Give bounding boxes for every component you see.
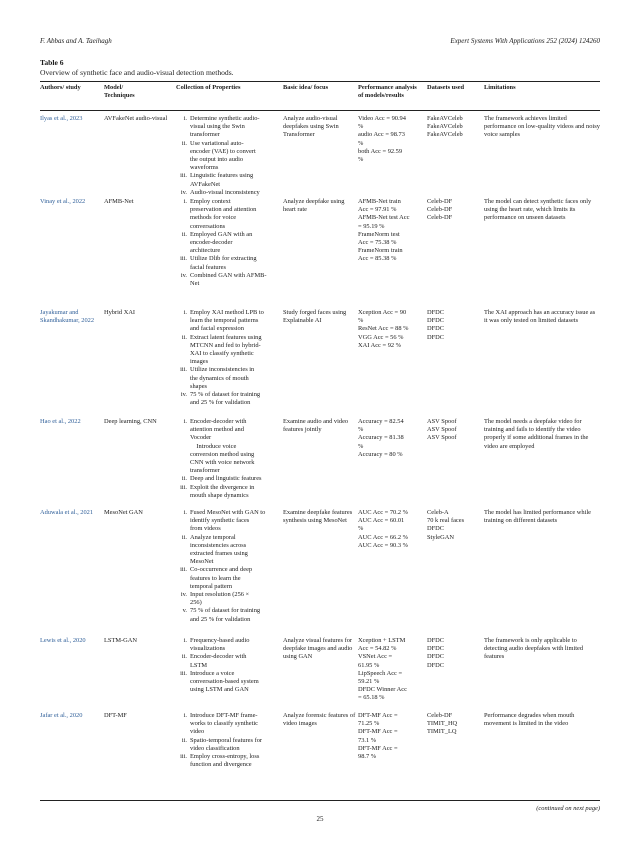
property-line: Input resolution (256 × [190, 591, 250, 599]
properties-cell [176, 418, 280, 500]
property-number: ii. [181, 736, 187, 744]
performance-line: FrameNorm test [358, 230, 400, 238]
property-line: features to learn the [190, 574, 241, 582]
idea-cell: Analyze deepfake using heart rate [283, 198, 345, 214]
property-line: 75 % of dataset for training [190, 607, 261, 615]
performance-line: DFDC Winner Acc [358, 686, 407, 694]
model-cell: MesoNet GAN [104, 509, 143, 516]
property-item [176, 753, 280, 769]
properties-cell [176, 115, 280, 197]
idea-cell: Examine deepfake features synthesis using MesoNet [283, 509, 353, 525]
performance-line: Video Acc = 90.94 [358, 115, 406, 122]
property-number: i. [183, 198, 187, 205]
property-line: learn the temporal patterns [190, 317, 259, 325]
property-number: i. [183, 712, 187, 719]
property-line: transformer [190, 131, 220, 139]
property-line: Determine synthetic audio- [190, 115, 260, 122]
dataset-line: DFDC [427, 317, 445, 325]
idea-cell: Analyze audio-visual deepfakes using Swin Transformer [283, 115, 339, 139]
property-line: conversations [190, 222, 226, 230]
limitations-cell: The XAI approach has an accuracy issue as it was only tested on limited datasets [484, 309, 596, 325]
property-line: using LSTM and GAN [190, 686, 249, 694]
property-item [176, 140, 280, 173]
datasets-cell [427, 115, 483, 140]
property-line: Employ context [190, 198, 231, 205]
property-line: facial features [190, 263, 227, 271]
performance-line: AFMB-Net train [358, 198, 401, 205]
property-line: Utilize inconsistencies in [190, 366, 255, 374]
performance-line: 71.25 % [358, 720, 380, 728]
idea-cell: Examine audio and video features jointly [283, 418, 349, 434]
property-line: temporal pattern [190, 582, 233, 590]
dataset-line: StyleGAN [427, 533, 454, 541]
property-line: Use variational auto- [190, 139, 244, 147]
performance-cell [358, 712, 426, 761]
performance-line: DFT-MF Acc = [358, 728, 398, 736]
study-cell[interactable]: Aduwala et al., 2021 [40, 509, 94, 516]
limitations-cell: The model needs a deepfake video for training and fails to identify the video properly if some additional frames in the video are employed [484, 418, 589, 450]
property-line: identify synthetic faces [190, 517, 250, 525]
property-number: iii. [180, 172, 187, 180]
properties-list [176, 637, 280, 694]
dataset-line: DFDC [427, 325, 445, 333]
property-line: visual using the Swin [190, 123, 245, 131]
dataset-line: DFDC [427, 525, 445, 533]
performance-line: Xception Acc = 90 [358, 309, 407, 316]
property-line: Encoder-decoder with [190, 653, 247, 661]
datasets-cell [427, 637, 483, 670]
property-item [176, 309, 280, 334]
dataset-line: FakeAVCeleb [427, 115, 463, 122]
table-bottom-rule [40, 800, 600, 801]
property-line: waveforms [190, 164, 219, 172]
property-number: ii. [181, 333, 187, 341]
property-item [176, 391, 280, 407]
property-line: Linguistic features using [190, 172, 254, 180]
datasets-cell [427, 198, 483, 223]
property-line: the output into audio [190, 156, 244, 164]
model-cell: Hybrid XAI [104, 309, 136, 316]
performance-line: LipSpeech Acc = [358, 669, 403, 677]
property-item [176, 475, 280, 483]
dataset-line: FakeAVCeleb [427, 131, 463, 139]
datasets-cell [427, 712, 483, 737]
page-number: 25 [316, 815, 324, 823]
property-line: AVFakeNet [190, 180, 221, 188]
property-line: inconsistencies across [190, 541, 247, 549]
performance-line: DFT-MF Acc = [358, 744, 398, 752]
performance-line: % [358, 525, 364, 533]
property-item [176, 670, 280, 695]
property-line: and facial expression [190, 325, 244, 333]
idea-cell: Analyze forensic features of video images [283, 712, 356, 728]
model-cell: DFT-MF [104, 712, 127, 719]
properties-list [176, 418, 280, 500]
property-line: methods for voice [190, 214, 237, 222]
datasets-cell [427, 309, 483, 342]
property-line: attention method and [190, 426, 244, 434]
header-authors: F. Abbas and A. Taeihagh [40, 37, 112, 45]
property-line: 75 % of dataset for training [190, 391, 261, 399]
performance-line: = 65.18 % [358, 694, 385, 702]
table-label: Table 6 [40, 58, 64, 67]
property-line: Employed GAN with an [190, 230, 253, 238]
properties-cell [176, 198, 280, 288]
property-line: Encoder-decoder with [190, 418, 247, 425]
performance-line: % [358, 123, 364, 131]
performance-line: % [358, 426, 364, 434]
performance-line: Acc = 75.38 % [358, 239, 397, 247]
property-number: iii. [180, 669, 187, 677]
performance-line: 61.95 % [358, 661, 380, 669]
property-number: v. [182, 607, 187, 615]
dataset-line: Celeb-DF [427, 206, 453, 214]
property-number: ii. [181, 139, 187, 147]
limitations-cell: Performance degrades when mouth movement is limited in the video [484, 712, 575, 728]
study-cell[interactable]: Jafar et al., 2020 [40, 712, 83, 719]
column-header-properties: Collection of Properties [176, 84, 241, 91]
limitations-cell: The framework achieves limited performance on low-quality videos and noisy voice samples [484, 115, 600, 139]
property-number: i. [183, 115, 187, 122]
dataset-line: DFDC [427, 637, 445, 644]
performance-cell [358, 509, 426, 550]
property-line: from videos [190, 525, 221, 533]
property-number: iii. [180, 566, 187, 574]
performance-line: Accuracy = 81.38 [358, 434, 404, 442]
performance-cell [358, 309, 426, 350]
properties-list [176, 309, 280, 407]
datasets-cell [427, 418, 483, 443]
property-line: Employ cross-entropy, loss [190, 753, 260, 761]
property-line: Introduce voice [190, 442, 237, 450]
property-line: architecture [190, 247, 221, 255]
properties-list [176, 115, 280, 197]
property-number: i. [183, 637, 187, 644]
performance-line: VGG Acc = 56 % [358, 333, 404, 341]
property-line: Utilize Dlib for extracting [190, 255, 257, 263]
property-line: Employ XAI method LPB to [190, 309, 264, 316]
performance-line: ResNet Acc = 88 % [358, 325, 409, 333]
dataset-line: DFDC [427, 333, 445, 341]
property-line: function and divergence [190, 761, 252, 769]
performance-line: % [358, 317, 364, 325]
property-line: Analyze temporal [190, 533, 236, 541]
dataset-line: DFDC [427, 309, 445, 316]
property-item [176, 607, 280, 623]
property-line: 256) [190, 599, 202, 607]
property-item [176, 272, 280, 288]
dataset-line: Celeb-DF [427, 712, 453, 719]
property-item [176, 189, 280, 197]
property-item [176, 534, 280, 567]
property-line: images [190, 358, 209, 366]
limitations-cell: The model has limited performance while training on different datasets [484, 509, 592, 525]
property-line: MesoNet [190, 558, 214, 566]
dataset-line: DFDC [427, 645, 445, 653]
performance-line: % [358, 139, 364, 147]
study-cell[interactable]: Lewis et al., 2020 [40, 637, 86, 644]
column-header-performance: Performance analysis of models/results [358, 84, 417, 100]
dataset-line: Celeb-A [427, 509, 449, 516]
performance-line: FrameNorm train [358, 247, 403, 255]
performance-cell [358, 637, 426, 703]
property-line: Deep and linguistic features [190, 475, 262, 483]
property-item [176, 231, 280, 256]
property-number: ii. [181, 230, 187, 238]
performance-line: Xception + LSTM [358, 637, 406, 644]
dataset-line: DFDC [427, 661, 445, 669]
property-number: i. [183, 309, 187, 316]
property-number: ii. [181, 475, 187, 483]
property-number: iv. [180, 188, 187, 196]
property-item [176, 637, 280, 653]
property-number: ii. [181, 533, 187, 541]
performance-line: % [358, 156, 364, 164]
properties-list [176, 712, 280, 769]
study-cell[interactable]: Ilyas et al., 2023 [40, 115, 83, 122]
properties-cell [176, 712, 280, 769]
performance-line: % [358, 442, 364, 450]
running-header [40, 37, 600, 45]
property-line: conversation-based system [190, 678, 259, 686]
property-line: conversion method using [190, 450, 255, 458]
performance-line: XAI Acc = 92 % [358, 341, 402, 349]
table-top-rule [40, 81, 600, 82]
property-line: Audio-visual inconsistency [190, 188, 260, 196]
property-line: preservation and attention [190, 206, 257, 214]
property-item [176, 255, 280, 271]
property-line: the dynamics of mouth [190, 374, 249, 382]
model-cell: AFMB-Net [104, 198, 134, 205]
performance-line: AUC Acc = 60.01 [358, 517, 405, 525]
header-journal: Expert Systems With Applications 252 (2024) 124260 [450, 37, 600, 45]
limitations-cell: The framework is only applicable to detecting audio deepfakes with limited features [484, 637, 584, 661]
performance-line: AUC Acc = 90.3 % [358, 541, 408, 549]
performance-line: 98.7 % [358, 753, 377, 761]
column-header-datasets: Datasets used [427, 84, 465, 91]
column-header-model: Model/ Techniques [104, 84, 135, 100]
property-line: visualizations [190, 645, 226, 653]
performance-line: Acc = 97.91 % [358, 206, 397, 214]
model-cell: LSTM-GAN [104, 637, 138, 644]
property-number: iv. [180, 591, 187, 599]
datasets-cell [427, 509, 483, 542]
property-line: MTCNN and fed to hybrid- [190, 341, 261, 349]
column-header-study: Authors/ study [40, 84, 81, 91]
properties-list [176, 509, 280, 624]
performance-line: Accuracy = 80 % [358, 450, 403, 458]
property-number: iii. [180, 483, 187, 491]
property-line: video [190, 728, 205, 736]
performance-line: Acc = 85.38 % [358, 255, 397, 263]
column-header-limitations: Limitations [484, 84, 516, 91]
performance-cell [358, 115, 426, 164]
property-line: Vocoder [190, 434, 212, 442]
study-cell[interactable]: Jayakumar and Skandhakumar, 2022 [40, 309, 95, 325]
property-line: video classification [190, 744, 240, 752]
properties-cell [176, 509, 280, 624]
idea-cell: Study forged faces using Explainable AI [283, 309, 347, 325]
property-line: works to classify synthetic [190, 720, 258, 728]
property-line: encoder-decoder [190, 239, 233, 247]
performance-line: both Acc = 92.59 [358, 147, 403, 155]
property-number: iii. [180, 255, 187, 263]
continued-note: (continued on next page) [536, 805, 600, 812]
property-line: CNN with voice network [190, 459, 255, 467]
property-number: iv. [180, 271, 187, 279]
table-header-rule [40, 110, 600, 111]
property-number: iv. [180, 391, 187, 399]
property-item [176, 509, 280, 534]
performance-line: AFMB-Net test Acc [358, 214, 410, 222]
table-caption: Overview of synthetic face and audio-visual detection methods. [40, 68, 234, 77]
property-line: shapes [190, 382, 208, 390]
property-line: LSTM [190, 661, 208, 669]
property-line: Introduce DFT-MF frame- [190, 712, 258, 719]
performance-line: AUC Acc = 70.2 % [358, 509, 408, 516]
properties-list [176, 198, 280, 288]
performance-line: 59.21 % [358, 678, 380, 686]
property-line: XAI to classify synthetic [190, 350, 254, 358]
dataset-line: DFDC [427, 653, 445, 661]
performance-cell [358, 418, 426, 459]
property-item [176, 591, 280, 607]
property-item [176, 334, 280, 367]
property-line: Combined GAN with AFMB- [190, 271, 267, 279]
property-item [176, 115, 280, 140]
property-line: Co-occurrence and deep [190, 566, 253, 574]
property-item [176, 172, 280, 188]
performance-cell [358, 198, 426, 264]
performance-line: = 95.19 % [358, 222, 385, 230]
property-line: and 25 % for validation [190, 615, 251, 623]
property-line: Spatio-temporal features for [190, 736, 263, 744]
property-item [176, 418, 280, 475]
idea-cell: Analyze visual features for deepfake images and audio using GAN [283, 637, 353, 661]
page [40, 0, 600, 851]
study-cell[interactable]: Vinay et al., 2022 [40, 198, 86, 205]
property-line: transformer [190, 467, 220, 475]
dataset-line: TIMIT_LQ [427, 728, 457, 736]
property-item [176, 653, 280, 669]
dataset-line: ASV Spoof [427, 418, 457, 425]
property-line: Extract latent features using [190, 333, 262, 341]
property-number: iii. [180, 366, 187, 374]
property-item [176, 712, 280, 737]
limitations-cell: The model can detect synthetic faces only using the heart rate, which limits its performance on unseen datasets [484, 198, 592, 222]
dataset-line: FakeAVCeleb [427, 123, 463, 131]
property-line: Frequency-based audio [190, 637, 250, 644]
dataset-line: ASV Spoof [427, 434, 457, 442]
property-item [176, 198, 280, 231]
performance-line: Acc = 54.82 % [358, 645, 397, 653]
property-number: i. [183, 418, 187, 425]
study-cell[interactable]: Hao et al., 2022 [40, 418, 81, 425]
property-line: Fused MesoNet with GAN to [190, 509, 266, 516]
performance-line: Accuracy = 82.54 [358, 418, 404, 425]
properties-cell [176, 309, 280, 407]
property-number: ii. [181, 653, 187, 661]
property-number: iii. [180, 753, 187, 761]
column-header-idea: Basic idea/ focus [283, 84, 329, 91]
property-line: Exploit the divergence in [190, 483, 255, 491]
property-line: Net [190, 280, 200, 288]
property-line: and 25 % for validation [190, 399, 251, 407]
model-cell: Deep learning, CNN [104, 418, 157, 425]
property-item [176, 566, 280, 591]
performance-line: AUC Acc = 66.2 % [358, 533, 408, 541]
properties-cell [176, 637, 280, 694]
property-line: Introduce a voice [190, 669, 235, 677]
property-number: i. [183, 509, 187, 516]
property-item [176, 737, 280, 753]
property-line: mouth shape dynamics [190, 491, 249, 499]
dataset-line: TIMIT_HQ [427, 720, 458, 728]
property-item [176, 366, 280, 391]
performance-line: audio Acc = 98.73 [358, 131, 405, 139]
performance-line: DFT-MF Acc = [358, 712, 398, 719]
property-item [176, 484, 280, 500]
performance-line: VSNet Acc = [358, 653, 393, 661]
dataset-line: 70 k real faces [427, 517, 465, 525]
model-cell: AVFakeNet audio-visual [104, 115, 168, 122]
property-line: encoder (VAE) to convert [190, 147, 256, 155]
dataset-line: ASV Spoof [427, 426, 457, 434]
dataset-line: Celeb-DF [427, 214, 453, 222]
dataset-line: Celeb-DF [427, 198, 453, 205]
property-line: extracted frames using [190, 550, 248, 558]
performance-line: 73.1 % [358, 736, 377, 744]
